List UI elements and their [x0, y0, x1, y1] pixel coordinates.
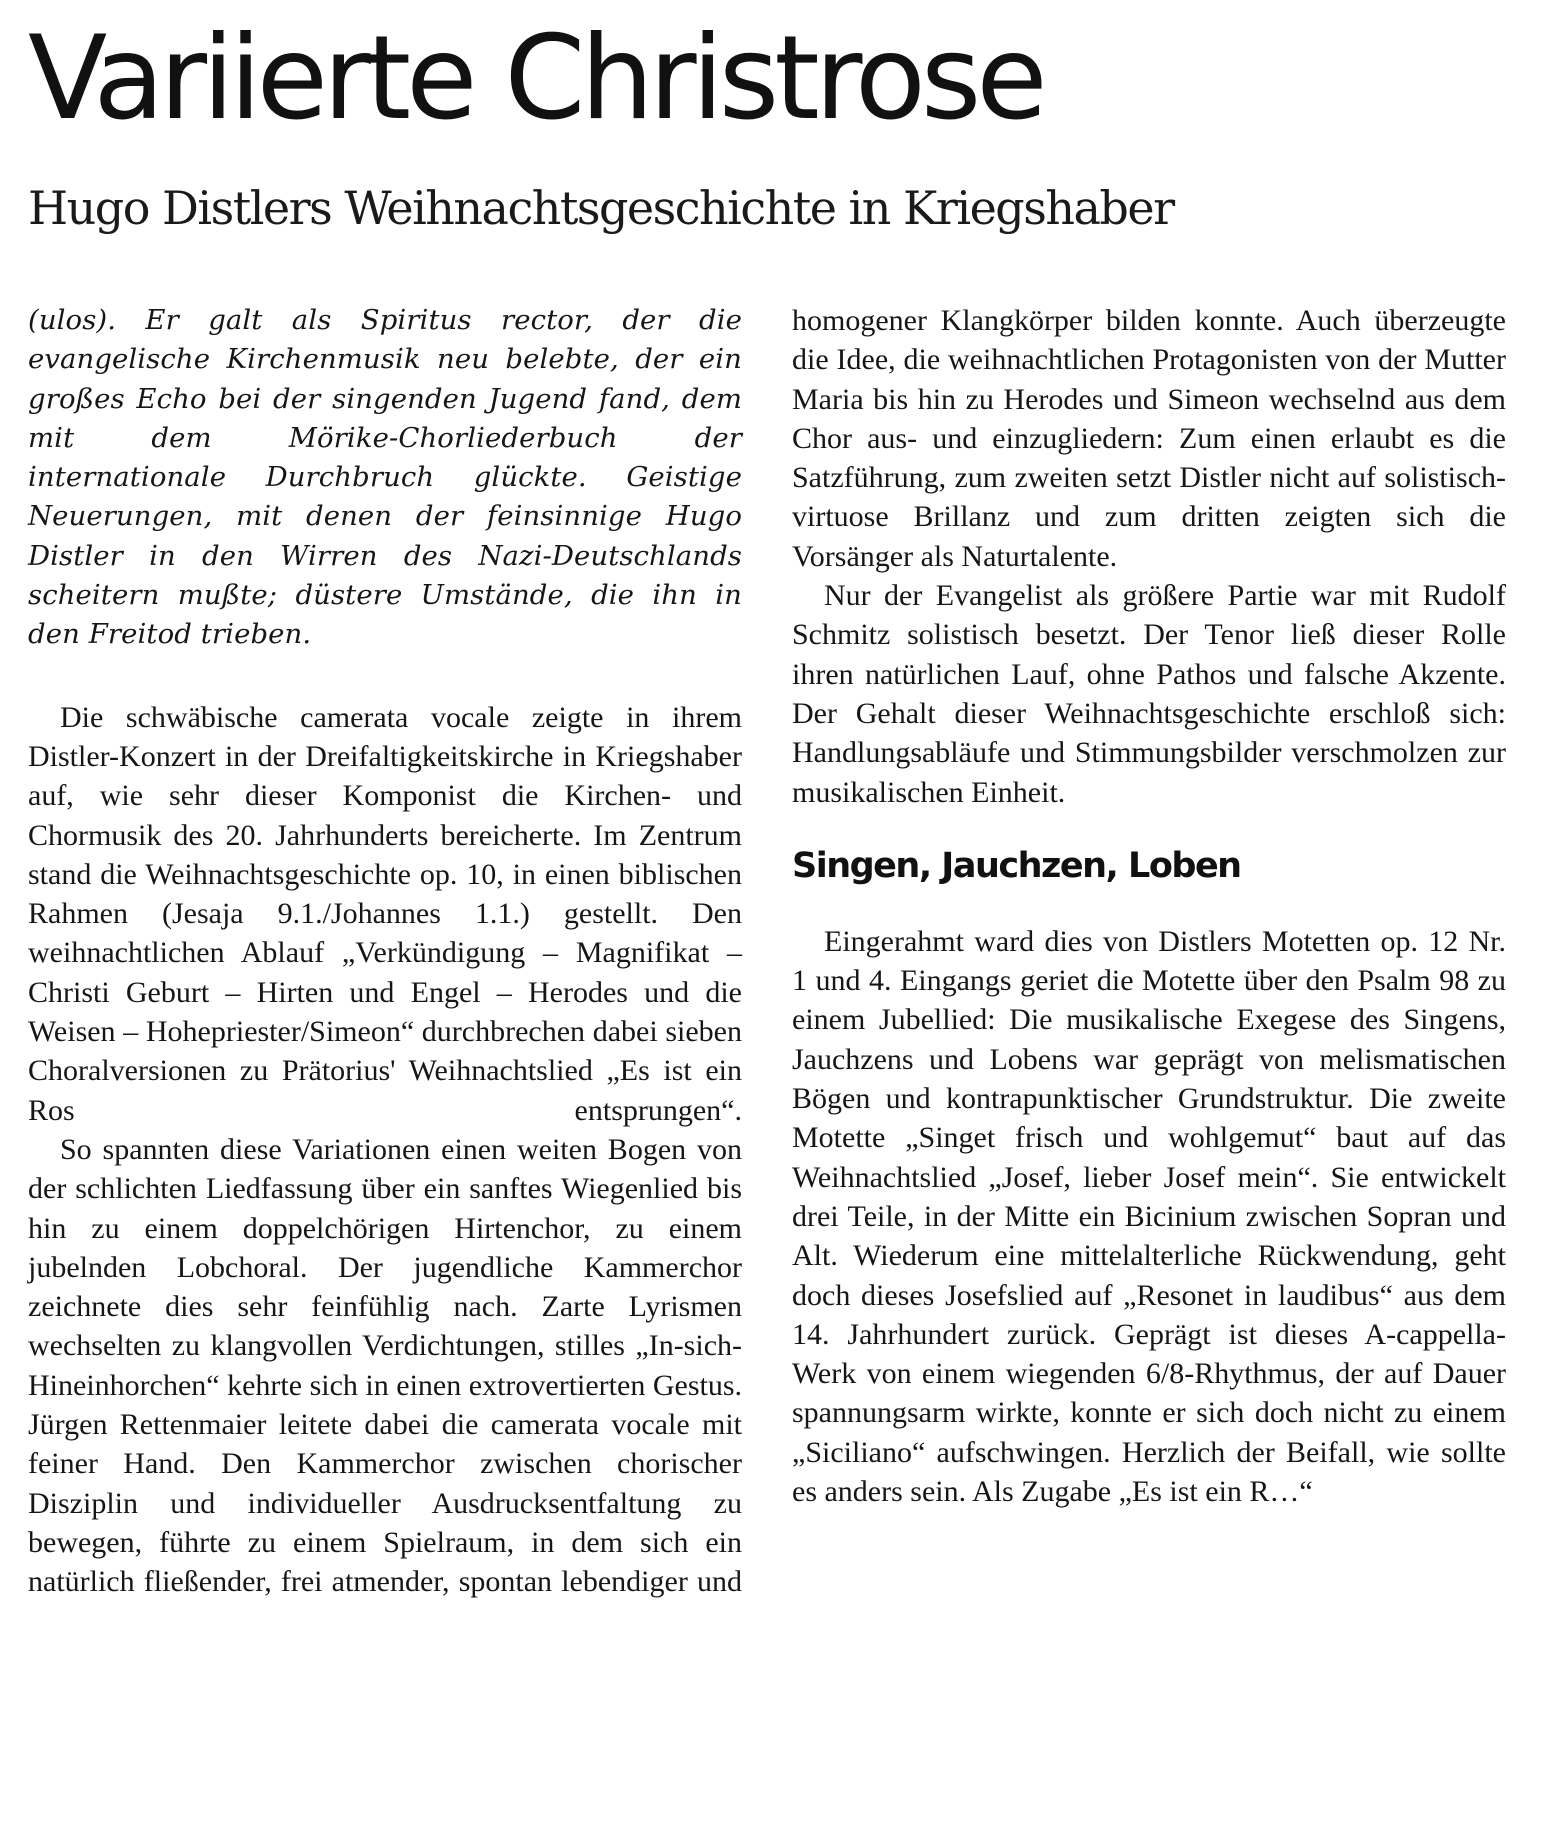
lead-paragraph: (ulos). Er galt als Spiritus rector, der die evangelische Kirchenmusik neu belebte, der ein großes Echo bei der singenden Jugend fand, dem mit dem Mörike-Chorliederbuch der internationale Durchbruch glückte. Geistige Neuerungen, mit denen der feinsinnige Hugo Distler in den Wirren des Nazi-Deutschlands scheitern mußte; düstere Umstände, die ihn in den Freitod trieben. [28, 304, 742, 651]
body-paragraph-3: homogener Klangkörper bilden konnte. Auch überzeugte die Idee, die weihnachtlichen Protagonisten von der Mutter Maria bis hin zu Herodes und Simeon wechselnd aus dem Chor aus- und einzugliedern: Zum einen erlaubt es die Satzführung, zum zweiten setzt Distler nicht auf solistisch-virtuose Brillanz und zum dritten zeigten sich die Vorsänger als Naturtalente. [792, 304, 1506, 573]
body-paragraph-2: So spannten diese Variationen einen weiten Bogen von der schlichten Liedfassung über ein sanftes Wiegenlied bis hin zu einem doppelchörigen Hirtenchor, zu einem jubelnden Lobchoral. Der jugendliche Kammerchor zeichnete dies sehr feinfühlig nach. Zarte Lyrismen wechselten zu klangvollen Verdichtungen, stilles „In-sich-Hineinhorchen“ kehrte sich in einen extrovertierten Gestus. Jürgen Rettenmaier leitete dabei die camerata vocale mit feiner Hand. Den Kammerchor zwischen chorischer Disziplin und individueller Ausdrucksentfaltung zu bewegen, führte zu einem Spielraum, in dem sich ein natürlich fließender, frei atmender, spontan lebendiger und [28, 1132, 742, 1599]
body-paragraph-5: Eingerahmt ward dies von Distlers Motetten op. 12 Nr. 1 und 4. Eingangs geriet die Motette über den Psalm 98 zu einem Jubellied: Die musikalische Exegese des Singens, Jauchzens und Lobens war geprägt von melismatischen Bögen und kontrapunktischer Grundstruktur. Die zweite Motette „Singet frisch und wohlgemut“ baut auf das Weihnachtslied „Josef, lieber Josef mein“. Sie entwickelt drei Teile, in der Mitte ein Bicinium zwischen Sopran und Alt. Wiederum eine mittelalterliche Rückwendung, geht doch dieses Josefslied auf „Resonet in laudibus“ aus dem 14. Jahrhundert zurück. Geprägt ist dieses A-cappella-Werk von einem wiegenden 6/8-Rhythmus, der auf Dauer spannungsarm wirkte, konnte er sich doch nicht zu einem „Siciliano“ aufschwingen. Herzlich der Beifall, wie sollte es anders sein. Als Zugabe „Es ist ein R…“ [792, 924, 1506, 1509]
lead-spacer [28, 655, 742, 698]
column-left [28, 301, 742, 1602]
section-subhead: Singen, Jauchzen, Loben [792, 845, 1241, 886]
headline: Variierte Christrose [28, 11, 1043, 146]
body-paragraph-1: Die schwäbische camerata vocale zeigte in ihrem Distler-Konzert in der Dreifaltigkeitskirche in Kriegshaber auf, wie sehr dieser Komponist die Kirchen- und Chormusik des 20. Jahrhunderts bereicherte. Im Zentrum stand die Weihnachtsgeschichte op. 10, in einen biblischen Rahmen (Jesaja 9.1./Johannes 1.1.) gestellt. Den weihnachtlichen Ablauf „Verkündigung – Magnifikat – Christi Geburt – Hirten und Engel – Herodes und die Weisen – Hohepriester/Simeon“ durchbrechen dabei sieben Choralversionen zu Prätorius' Weihnachtslied „Es ist ein Ros entsprungen“. [28, 700, 742, 1127]
subhead-spacer-bottom [792, 888, 1506, 922]
body-paragraph-4: Nur der Evangelist als größere Partie war mit Rudolf Schmitz solistisch besetzt. Der Tenor ließ dieser Rolle ihren natürlichen Lauf, ohne Pathos und falsche Akzente. Der Gehalt dieser Weihnachtsgeschichte erschloß sich: Handlungsabläufe und Stimmungsbilder verschmolzen zur musikalischen Einheit. [792, 579, 1506, 809]
subhead-spacer-top [792, 812, 1506, 844]
subheadline: Hugo Distlers Weihnachtsgeschichte in Kriegshaber [28, 181, 1174, 235]
column-right [792, 301, 1506, 1511]
